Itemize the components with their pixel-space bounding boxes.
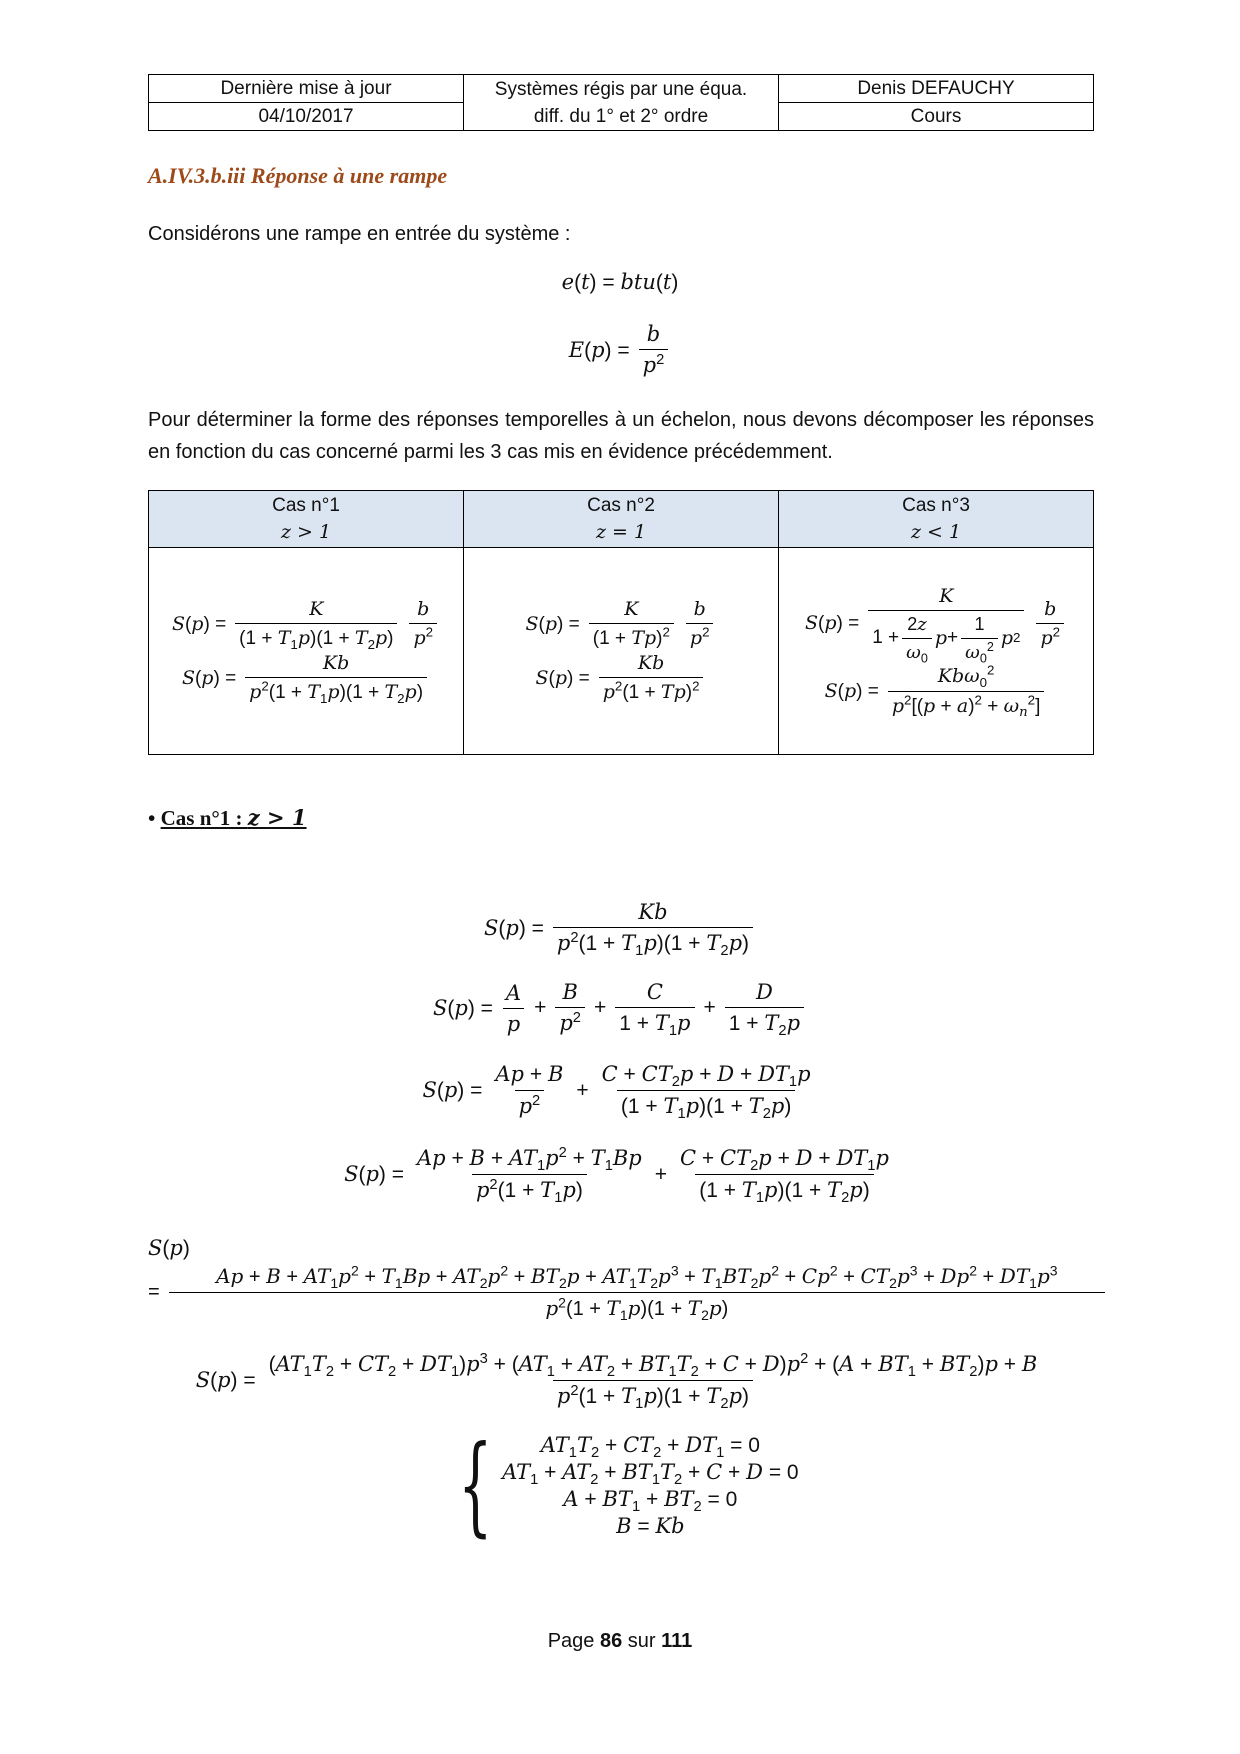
system-line-2: $AT_1 + AT_2 + BT_1T_2 + C + D = 0$ [502,1460,799,1489]
cases-table [148,490,1094,755]
case2-formula-1: S(p) = $\frac{K}{(1 + Tp)^2}$ $\frac{b}{p^2}$ [526,598,717,650]
case2-header-label: Cas n°2 [587,495,655,516]
case1-header-condition: z > 1 [280,521,332,543]
derivation-eq-6: S(p) = $(AT_1T_2 + CT_2 + DT_1)p^3 + (AT_1 + AT_2 + BT_1T_2 + C + D)p^2 + (A + BT_1 + BT_2)p + B$ $p^2(1 + T_1p)(1 + T_2p)$ [195,1351,1038,1413]
system-line-4: B = Kb [616,1514,685,1538]
case1-section-title [148,805,307,831]
case3-formula-1: S(p) = K 1 + $\frac{2z}{\omega_0}$ p + $\frac{1}{\omega_0^2}$ p 2 $\frac{b}{p^2}$ [805,585,1067,663]
case1-header [149,491,464,548]
case2-formula-cell [464,548,779,755]
case1-header-label: Cas n°1 [272,495,340,516]
case3-header-label: Cas n°3 [902,495,970,516]
case3-formula-2: S(p) = $\frac{Kb\omega_0^2}{p^2[(p + a)^2 + \omega_n^2]}$ [825,665,1048,718]
section-title: A.IV.3.b.iii Réponse à une rampe [148,163,448,188]
footer-page-number: 86 [599,1630,623,1652]
system-of-equations [0,1423,1240,1548]
case3-header-condition: z < 1 [910,521,962,543]
system-line-1: $AT_1T_2 + CT_2 + DT_1 = 0$ [540,1433,760,1462]
derivation-eq-4: S(p) = $\frac{Ap + B + AT_1p^2 + T_1Bp}{p^2(1 + T_1p)}$ + $\frac{C + CT_2p + D + DT_1p}{(1 + T_1p)(1 + T_2p)}$ [344,1145,889,1207]
last-update-date: 04/10/2017 [149,103,464,131]
derivation-eq-1: S(p) = $\frac{Kb}{p^2(1 + T_1p)(1 + T_2p)}$ [0,900,1240,956]
page-footer [0,1630,1240,1653]
decomposition-paragraph: Pour déterminer la forme des réponses temporelles à un échelon, nous devons décomposer les réponses en fonction du cas concerné parmi les 3 cas mis en évidence précédemment. [148,409,1094,463]
derivation-eq-2: S(p) = $\frac{A}{p}$ + $\frac{B}{p^2}$ + $\frac{C}{1 + T_1p}$ + $\frac{D}{1 + T_2p}$ [0,980,1240,1036]
case1-formula-1: S(p) = $\frac{K}{(1 + T_1p)(1 + T_2p)}$ $\frac{b}{p^2}$ [172,598,440,650]
case3-header [779,491,1094,548]
case1-formula-2: S(p) = $\frac{Kb}{p^2(1 + T_1p)(1 + T_2p)}$ [182,652,430,704]
header-table [148,74,1094,131]
document-type: Cours [779,103,1094,131]
case1-section-label: Cas n°1 : [160,806,248,830]
case2-header-condition: z = 1 [595,521,647,543]
left-brace-icon: { [458,1423,493,1548]
derivation-eq-5: = $Ap + B + AT_1p^2 + T_1Bp + AT_2p^2 + BT_2p + AT_1T_2p^3 + T_1BT_2p^2 + Cp^2 + CT_2p^3 + Dp^2 + DT_1p^3$ $p^2(1 + T_1p)(1 + T_2p)$ [148,1264,1108,1321]
case2-header [464,491,779,548]
case3-formula-cell [779,548,1094,755]
document-title-line2: diff. du 1° et 2° ordre [533,105,709,127]
author: Denis DEFAUCHY [779,75,1094,103]
last-update-label: Dernière mise à jour [149,75,464,103]
footer-prefix: Page [547,1630,600,1652]
case1-formula-cell [149,548,464,755]
case2-formula-2: S(p) = $\frac{Kb}{p^2(1 + Tp)^2}$ [536,652,707,704]
bullet-icon: • [148,806,156,830]
footer-total-pages: 111 [661,1630,693,1652]
equation-input-time: e(t) = btu(t) [561,270,679,294]
equation-input-laplace: E(p) = $\frac{b}{p^2}$ [0,322,1240,378]
document-title [464,75,779,131]
intro-paragraph: Considérons une rampe en entrée du système : [148,223,571,245]
derivation-eq-3: S(p) = $\frac{Ap + B}{p^2}$ + $\frac{C + CT_2p + D + DT_1p}{(1 + T_1p)(1 + T_2p)}$ [422,1062,811,1123]
system-line-3: $A + BT_1 + BT_2 = 0$ [563,1487,738,1516]
footer-middle: sur [622,1630,662,1652]
case1-section-condition: z > 1 [247,805,307,830]
derivation-eq-5-lhs: S(p) [148,1236,190,1260]
document-title-line1: Systèmes régis par une équa. [494,78,748,100]
